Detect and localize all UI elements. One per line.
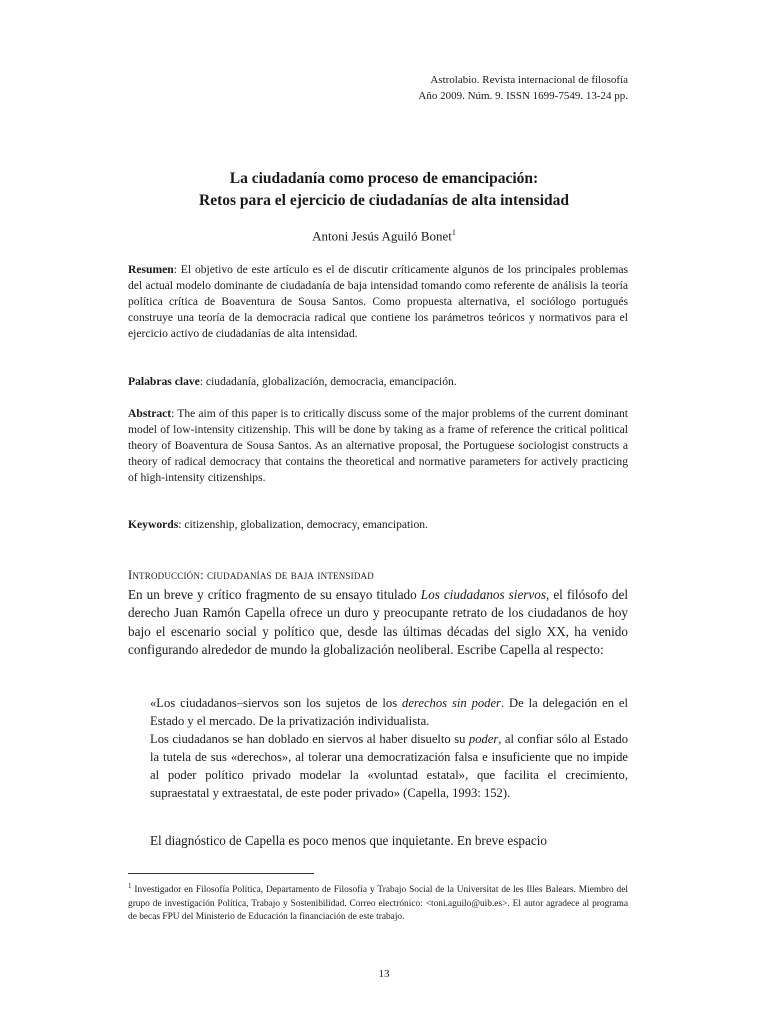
abstract-label: Abstract	[128, 407, 172, 420]
block-quote-2	[150, 730, 628, 802]
issue-info: Año 2009. Núm. 9. ISSN 1699-7549. 13-24 pp.	[418, 90, 628, 102]
body-text-run: , el filósofo del derecho Juan Ramón Capella ofrece un duro y preocupante retrato de los ciudadanos de hoy bajo el escenario social y político que, desde las últimas décadas del siglo XX, ha venido configurando alrededor de mundo la globalización neoliberal. Escribe Capella al respecto:	[128, 587, 628, 657]
keywords-paragraph	[128, 517, 628, 533]
keywords-text: : citizenship, globalization, democracy, emancipation.	[178, 518, 428, 531]
abstract-paragraph	[128, 406, 628, 486]
quote-text-run: . De la delegación en el Estado y el mercado. De la privatización individualista.	[150, 696, 628, 728]
body-text-run: En un breve y crítico fragmento de su ensayo titulado	[128, 587, 421, 602]
running-head	[418, 72, 628, 104]
article-title	[128, 168, 640, 212]
footnote-text: Investigador en Filosofía Política, Departamento de Filosofía y Trabajo Social de la Universitat de les Illes Balears. Miembro del grupo de investigación Política, Trabajo y Sostenibilidad. Correo electrónico: <toni.aguilo@uib.es>. El autor agradece al programa de becas FPU del Ministerio de Educación la financiación de este trabajo.	[128, 885, 628, 923]
resumen-label: Resumen	[128, 263, 174, 276]
body-paragraph-2: El diagnóstico de Capella es poco menos que inquietante. En breve espacio	[150, 833, 547, 848]
title-line-2: Retos para el ejercicio de ciudadanías de alta intensidad	[199, 192, 569, 209]
keywords-label: Keywords	[128, 518, 179, 531]
palabras-clave-text: : ciudadanía, globalización, democracia, emancipación.	[199, 375, 457, 388]
author-line	[128, 228, 640, 244]
quote-text-run: , al confiar sólo al Estado la tutela de sus «derechos», al tolerar una democratización falsa e insuficiente que no impide al poder político privado modelar la «voluntad estatal», que facilita el crecimiento, supraestatal y extraestatal, de este poder privado» (Capella, 1993: 152).	[150, 732, 629, 800]
section-heading: Introducción: ciudadanías de baja intensidad	[128, 568, 374, 582]
resumen-text: : El objetivo de este artículo es el de discutir críticamente algunos de los principales problemas del actual modelo dominante de ciudadanía de baja intensidad tomando como referente de análisis la teoría política crítica de Boaventura de Sousa Santos. Como propuesta alternativa, el sociólogo portugués construye una teoría de la democracia radical que contiene los parámetros teóricos y normativos para el ejercicio activo de ciudadanías de alta intensidad.	[128, 263, 628, 340]
body-paragraph-1	[128, 586, 628, 659]
footnote	[128, 880, 628, 925]
block-quote-1	[150, 694, 628, 730]
palabras-clave-paragraph	[128, 374, 628, 390]
author-name: Antoni Jesús Aguiló Bonet	[312, 228, 452, 244]
resumen-paragraph	[128, 262, 628, 342]
author-footnote-mark[interactable]: 1	[451, 228, 456, 237]
journal-name: Astrolabio. Revista internacional de filosofía	[430, 74, 628, 86]
quote-text-run: «Los ciudadanos–siervos son los sujetos de los	[150, 696, 403, 710]
quote-italic: poder	[468, 732, 499, 746]
palabras-clave-label: Palabras clave	[128, 375, 200, 388]
footnote-mark: 1	[128, 882, 132, 890]
title-line-1: La ciudadanía como proceso de emancipación:	[229, 170, 539, 187]
footnote-separator	[128, 873, 314, 874]
book-title-italic: Los ciudadanos siervos	[420, 587, 547, 602]
abstract-text: : The aim of this paper is to critically discuss some of the major problems of the current dominant model of low-intensity citizenship. This will be done by taking as a frame of reference the critical political theory of Boaventura de Sousa Santos. As an alternative proposal, the Portuguese sociologist constructs a theory of radical democracy that contains the theoretical and normative parameters for actively practicing of high-intensity citizenships.	[128, 407, 628, 484]
page-number: 13	[378, 968, 390, 980]
quote-text-run: Los ciudadanos se han doblado en siervos al haber disuelto su	[150, 732, 469, 746]
quote-italic: derechos sin poder	[402, 696, 501, 710]
